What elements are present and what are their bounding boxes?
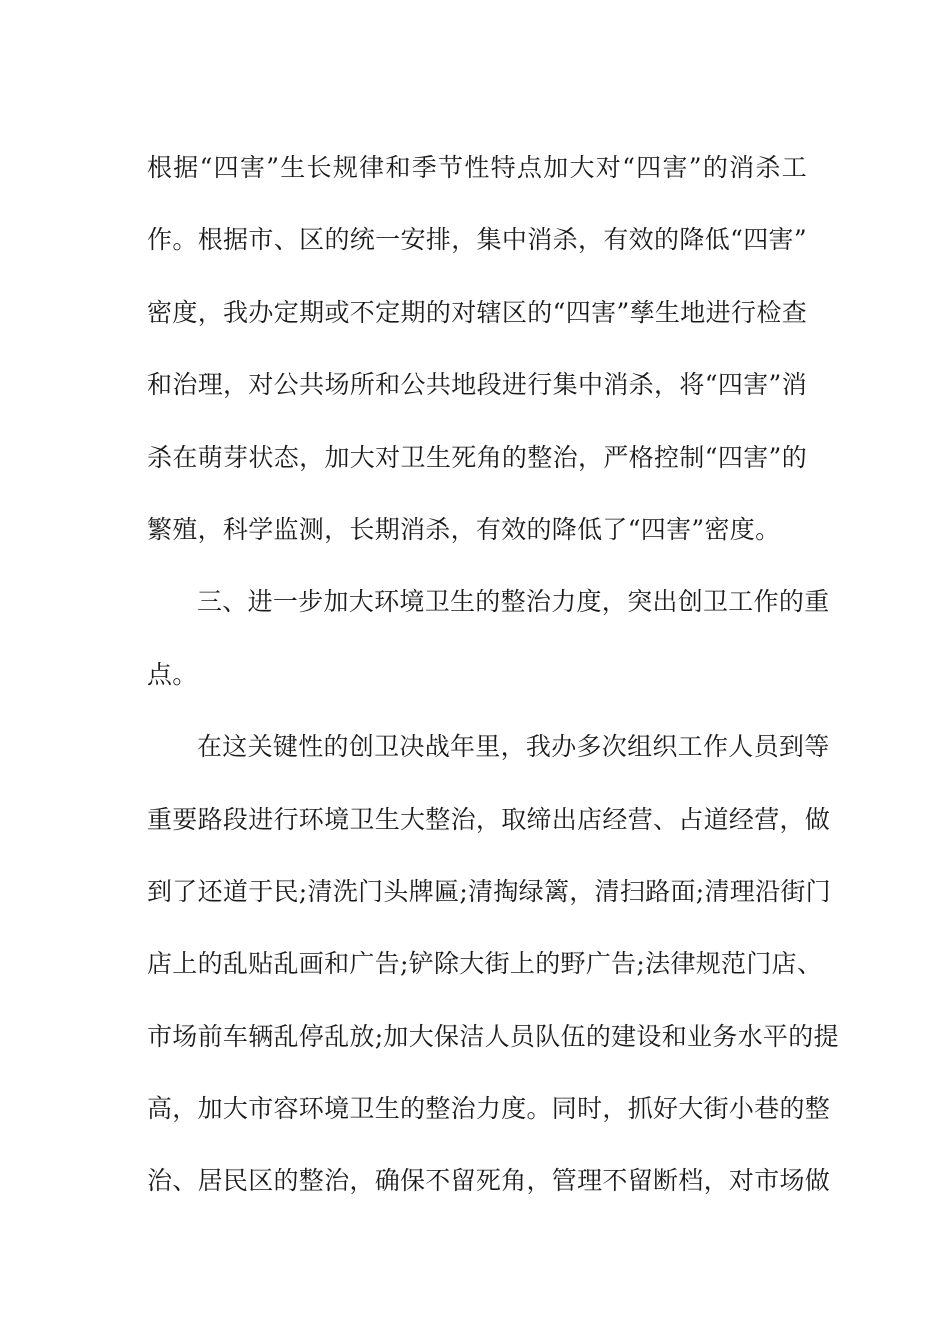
paragraph-3-line-3: 到了还道于民;清洗门头牌匾;清掏绿篱，清扫路面;清理沿街门 — [147, 876, 831, 906]
paragraph-1-line-4: 和治理，对公共场所和公共地段进行集中消杀，将“四害”消 — [147, 370, 807, 400]
paragraph-1-line-2: 作。根据市、区的统一安排，集中消杀，有效的降低“四害” — [147, 225, 807, 255]
paragraph-1-line-6: 繁殖，科学监测，长期消杀，有效的降低了“四害”密度。 — [147, 514, 781, 544]
paragraph-3-line-2: 重要路段进行环境卫生大整治，取缔出店经营、占道经营，做 — [147, 804, 831, 834]
body-text — [147, 132, 839, 1218]
paragraph-3-line-5: 市场前车辆乱停乱放;加大保洁人员队伍的建设和业务水平的提 — [147, 1021, 839, 1051]
paragraph-3-line-6: 高，加大市容环境卫生的整治力度。同时，抓好大街小巷的整 — [147, 1094, 831, 1124]
paragraph-3-line-1: 在这关键性的创卫决战年里，我办多次组织工作人员到等 — [197, 732, 830, 762]
paragraph-1-line-3: 密度，我办定期或不定期的对辖区的“四害”孳生地进行检查 — [147, 297, 807, 327]
paragraph-3-line-4: 店上的乱贴乱画和广告;铲除大街上的野广告;法律规范门店、 — [147, 949, 823, 979]
paragraph-1-line-1: 根据“四害”生长规律和季节性特点加大对“四害”的消杀工 — [147, 153, 807, 182]
paragraph-2-line-2: 点。 — [147, 659, 198, 689]
paragraph-2-line-1: 三、进一步加大环境卫生的整治力度，突出创卫工作的重 — [197, 587, 830, 617]
paragraph-3-line-7: 治、居民区的整治，确保不留死角，管理不留断档，对市场做 — [147, 1166, 831, 1196]
paragraph-1-line-5: 杀在萌芽状态，加大对卫生死角的整治，严格控制“四害”的 — [147, 442, 807, 472]
